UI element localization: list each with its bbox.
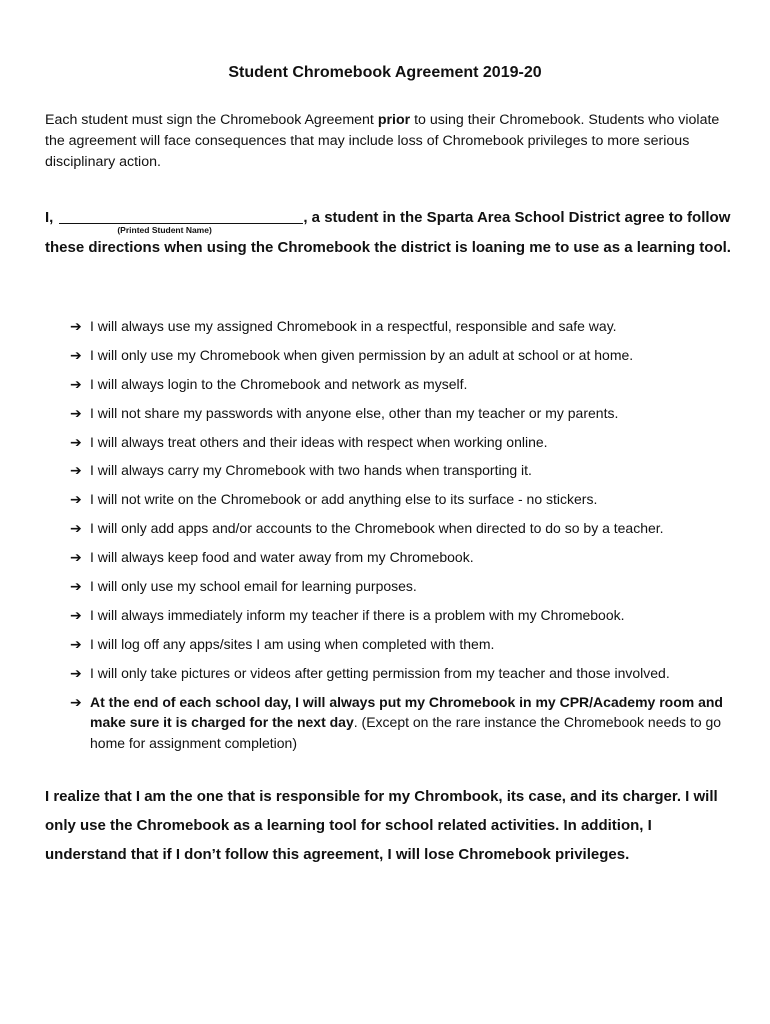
arrow-bullet-icon: ➔ [70, 433, 82, 450]
rule-item [70, 460, 730, 480]
arrow-bullet-icon: ➔ [70, 578, 82, 595]
arrow-bullet-icon: ➔ [70, 318, 82, 334]
pledge-prefix: I, [45, 209, 54, 226]
pledge-suffix: , a student in the Sparta Area School District agree to follow these directions when using the Chromebook the district is loaning me to use as a learning tool. [45, 209, 731, 256]
rule-text: I will always login to the Chromebook and network as myself. [90, 375, 468, 392]
arrow-bullet-icon: ➔ [70, 693, 82, 710]
rule-text: I will always immediately inform my teacher if there is a problem with my Chromebook. [90, 606, 625, 623]
rule-text: I will not write on the Chromebook or add anything else to its surface - no stickers. [90, 491, 598, 508]
document-title: Student Chromebook Agreement 2019-20 [228, 64, 542, 81]
arrow-bullet-icon: ➔ [70, 549, 82, 566]
arrow-bullet-icon: ➔ [70, 462, 82, 479]
student-name-blank [59, 207, 303, 235]
arrow-bullet-icon: ➔ [70, 491, 82, 508]
rule-text-normal: . (Except on the rare instance the Chromebook needs to go home for assignment completion) [90, 714, 722, 751]
rules-list [70, 316, 730, 762]
intro-paragraph [45, 110, 735, 173]
arrow-bullet-icon: ➔ [70, 635, 82, 652]
arrow-bullet-icon: ➔ [70, 606, 82, 623]
rule-item-charging [70, 692, 730, 754]
rule-text: I will always use my assigned Chromebook in a respectful, responsible and safe way. [90, 318, 617, 334]
rule-text: I will always treat others and their ideas with respect when working online. [90, 433, 548, 450]
arrow-bullet-icon: ➔ [70, 404, 82, 421]
rule-item [70, 374, 730, 394]
rule-item [70, 634, 730, 654]
rule-text: I will only take pictures or videos after getting permission from my teacher and those involved. [90, 664, 670, 681]
arrow-bullet-icon: ➔ [70, 346, 82, 363]
pledge-statement [45, 203, 735, 263]
rule-text-bold: At the end of each school day, I will always put my Chromebook in my CPR/Academy room and make sure it is charged for the next day [90, 693, 723, 731]
rule-text: I will only add apps and/or accounts to the Chromebook when directed to do so by a teacher. [90, 520, 664, 537]
rule-text: I will not share my passwords with anyone else, other than my teacher or my parents. [90, 404, 619, 421]
intro-text-end: to using their Chromebook. Students who violate the agreement will face consequences that may include loss of Chromebook privileges to more serious disciplinary action. [45, 112, 720, 170]
closing-statement: I realize that I am the one that is responsible for my Chrombook, its case, and its charger. I will only use the Chromebook as a learning tool for school related activities. In addition, I understand that if I don’t follow this agreement, I will lose Chromebook privileges. [45, 788, 718, 863]
arrow-bullet-icon: ➔ [70, 375, 82, 392]
rule-item [70, 605, 730, 625]
rule-item [70, 316, 730, 336]
rule-item [70, 432, 730, 452]
rule-text: I will only use my Chromebook when given permission by an adult at school or at home. [90, 346, 634, 363]
rule-item [70, 663, 730, 683]
arrow-bullet-icon: ➔ [70, 520, 82, 537]
student-name-blank-label: (Printed Student Name) [117, 225, 212, 235]
rule-item [70, 547, 730, 567]
rule-item [70, 576, 730, 596]
rule-item [70, 403, 730, 423]
rule-item [70, 489, 730, 509]
rule-text: I will always keep food and water away from my Chromebook. [90, 549, 474, 566]
rule-item [70, 345, 730, 365]
intro-bold-word: prior [377, 112, 411, 128]
rule-text: I will log off any apps/sites I am using when completed with them. [90, 635, 495, 652]
rule-text: I will always carry my Chromebook with two hands when transporting it. [90, 462, 532, 479]
rule-text: I will only use my school email for learning purposes. [90, 578, 417, 595]
arrow-bullet-icon: ➔ [70, 664, 82, 681]
rule-item [70, 518, 730, 538]
intro-text-start: Each student must sign the Chromebook Agreement [45, 112, 378, 128]
